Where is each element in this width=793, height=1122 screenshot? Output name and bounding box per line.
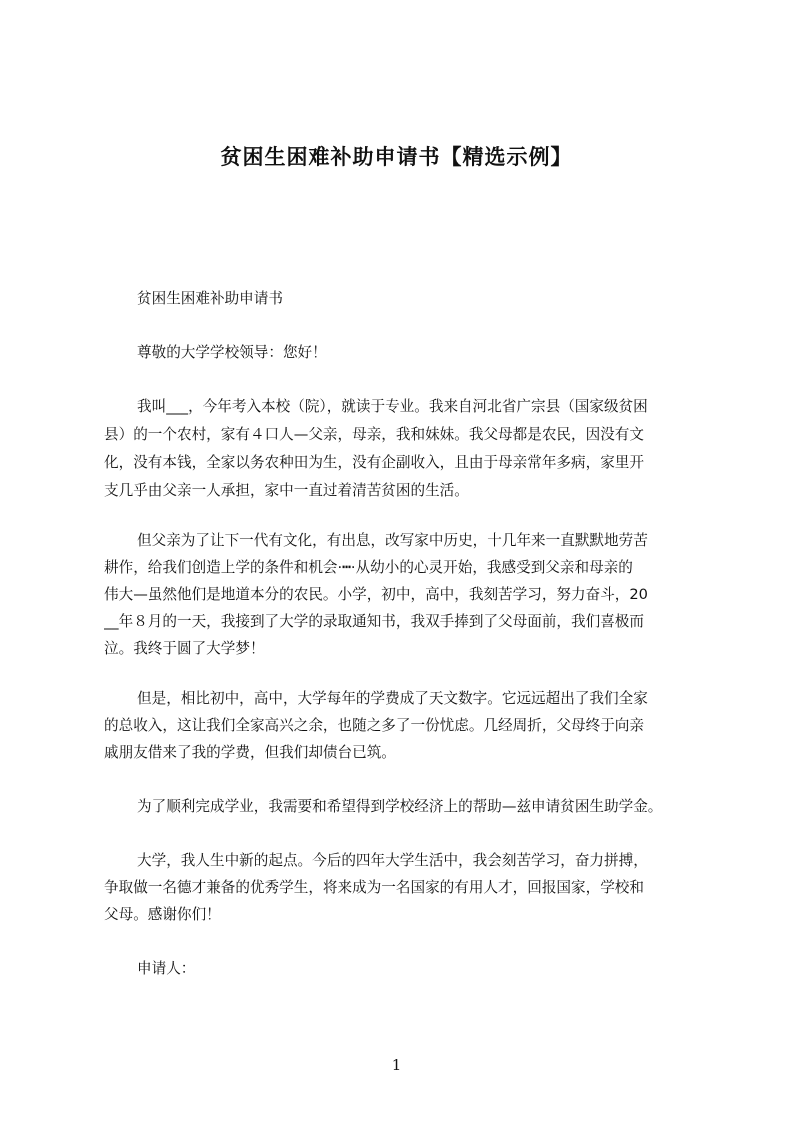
page-number: 1 [391,1056,402,1074]
paragraph-line: 支几乎由父亲一人承担，家中一直过着清苦贫困的生活。 [104,482,469,499]
signature-label: 申请人： [137,960,196,977]
paragraph-line: 县）的一个农村，家有４口人—父亲，母亲，我和妹妹。我父母都是农民，因没有文 [104,426,644,443]
paragraph-line: 为了顺利完成学业，我需要和希望得到学校经济上的帮助—兹申请贫困生助学金。 [137,798,663,815]
paragraph-line: 但是，相比初中，高中，大学每年的学费成了天文数字。它远远超出了我们全家 [137,690,648,707]
paragraph-line: 的总收入，这让我们全家高兴之余，也随之多了一份忧虑。几经周折，父母终于向亲 [104,717,644,734]
paragraph-line: 但父亲为了让下一代有文化，有出息，改写家中历史，十几年来一直默默地劳苦 [137,532,648,549]
paragraph-line: 伟大—虽然他们是地道本分的农民。小学，初中，高中，我刻苦学习，努力奋斗，20 [104,586,648,603]
paragraph-line: 化，没有本钱，全家以务农种田为生，没有企副收入，且由于母亲常年多病，家里开 [104,454,644,471]
document-subtitle: 贫困生困难补助申请书 [137,290,283,307]
document-title: 贫困生困难补助申请书【精选示例】 [220,145,573,169]
paragraph-line: 争取做一名德才兼备的优秀学生，将来成为一名国家的有用人才，回报国家，学校和 [104,879,644,896]
paragraph-line: __年８月的一天，我接到了大学的录取通知书，我双手捧到了父母面前，我们喜极而 [104,613,644,630]
paragraph-line: 大学，我人生中新的起点。今后的四年大学生活中，我会刻苦学习，奋力拼搏， [137,852,648,869]
paragraph-line: 泣。我终于圆了大学梦！ [104,640,265,657]
paragraph-line: 父母。感谢你们！ [104,906,221,923]
paragraph-line: 戚朋友借来了我的学费，但我们却债台已筑。 [104,744,396,761]
salutation: 尊敬的大学学校领导：您好！ [137,344,327,361]
paragraph-line: 我叫___，今年考入本校（院），就读于专业。我来自河北省广宗县（国家级贫困 [137,398,648,415]
paragraph-line: 耕作，给我们创造上学的条件和机会·┅·从幼小的心灵开始，我感受到父亲和母亲的 [104,559,633,576]
